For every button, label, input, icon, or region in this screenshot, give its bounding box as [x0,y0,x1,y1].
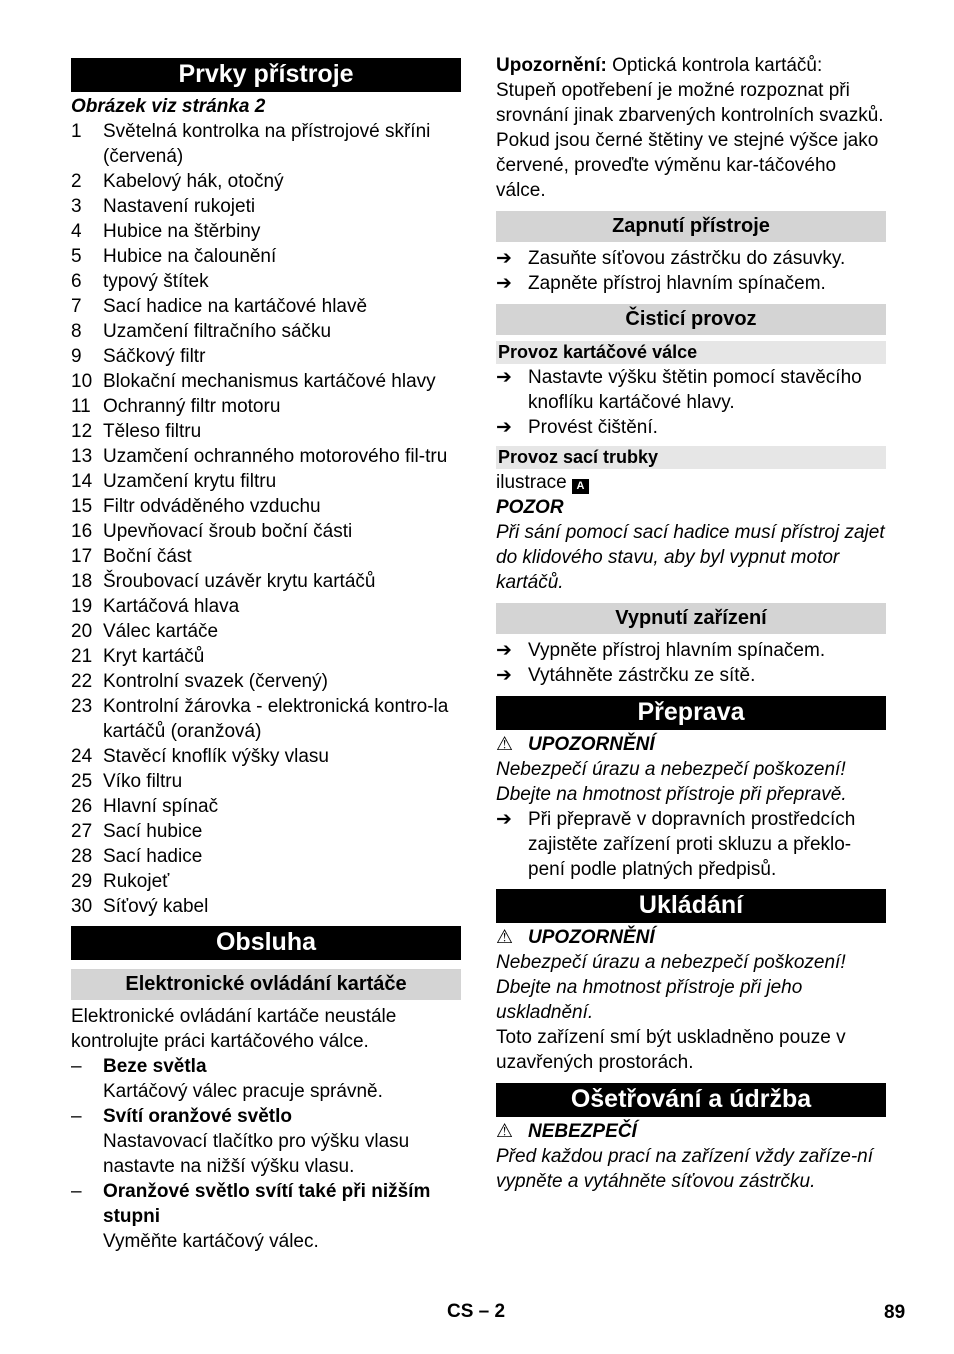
arrow-icon: ➔ [496,640,512,661]
heading-suction-tube-mode: Provoz sací trubky [496,446,886,469]
heading-operation: Obsluha [71,926,461,960]
status-item [71,1104,461,1179]
list-item [71,419,461,444]
list-item [71,819,461,844]
list-item [71,394,461,419]
note-label: Upozornění: [496,55,607,76]
item-text: Filtr odváděného vzduchu [103,496,321,517]
list-item [71,494,461,519]
item-text: Blokační mechanismus kartáčové hlavy [103,371,436,392]
figure-reference: Obrázek viz stránka 2 [71,96,266,117]
list-item [71,869,461,894]
list-item [71,269,461,294]
list-item [71,544,461,569]
item-text: Uzamčení filtračního sáčku [103,321,332,342]
item-text: Těleso filtru [103,421,202,442]
list-item [71,669,461,694]
list-item [71,769,461,794]
item-number: 6 [71,271,82,292]
right-column [496,53,886,1194]
list-item [71,319,461,344]
arrow-icon: ➔ [496,248,512,269]
status-body [103,1104,461,1179]
item-number: 30 [71,896,93,917]
dash-marker: – [71,1106,82,1127]
status-body [103,1054,461,1104]
transport-warning [496,732,886,757]
transport-step [496,807,886,882]
item-text: Hubice na čalounění [103,246,277,267]
heading-cleaning-mode: Čisticí provoz [496,304,886,335]
list-item [71,119,461,169]
list-item [71,344,461,369]
step-item [496,365,886,415]
item-text: Ochranný filtr motoru [103,396,281,417]
list-item [71,169,461,194]
item-text: Válec kartáče [103,621,219,642]
danger-title: NEBEZPEČÍ [528,1121,637,1142]
item-text: Síťový kabel [103,896,209,917]
status-text: Nastavovací tlačítko pro výšku vlasu nastavte na nižší výšku vlasu. [103,1131,410,1177]
storage-warning [496,925,886,950]
item-text: Sáčkový filtr [103,346,206,367]
heading-switch-off: Vypnutí zařízení [496,603,886,634]
item-number: 9 [71,346,82,367]
item-number: 22 [71,671,93,692]
step-text: Zasuňte síťovou zástrčku do zásuvky. [528,248,846,269]
warning-icon: ⚠ [496,734,514,755]
status-title: Beze světla [103,1056,207,1077]
page-number: 89 [884,1302,906,1323]
item-number: 4 [71,221,82,242]
item-number: 14 [71,471,93,492]
status-text: Kartáčový válec pracuje správně. [103,1081,383,1102]
item-text: Kabelový hák, otočný [103,171,284,192]
list-item [71,694,461,744]
item-number: 11 [71,396,91,417]
step-text: Zapněte přístroj hlavním spínačem. [528,273,826,294]
item-text: Sací hadice [103,846,203,867]
item-number: 24 [71,746,93,767]
arrow-icon: ➔ [496,665,512,686]
heading-storage: Ukládání [496,889,886,923]
parts-list [71,119,461,919]
arrow-icon: ➔ [496,417,512,438]
status-title: Svítí oranžové světlo [103,1106,293,1127]
item-text: Hubice na štěrbiny [103,221,261,242]
brush-status-list [71,1054,461,1254]
list-item [71,244,461,269]
electronic-intro-text: Elektronické ovládání kartáče neustále kontrolujte práci kartáčového válce. [71,1006,397,1052]
item-number: 16 [71,521,93,542]
item-number: 17 [71,546,93,567]
heading-switch-on: Zapnutí přístroje [496,211,886,242]
transport-warning-title: UPOZORNĚNÍ [528,734,655,755]
item-text: Nastavení rukojeti [103,196,256,217]
warning-icon: ⚠ [496,1121,514,1142]
dash-marker: – [71,1056,82,1077]
item-number: 10 [71,371,93,392]
item-text: Šroubovací uzávěr krytu kartáčů [103,571,376,592]
footer-section-code: CS – 2 [447,1301,506,1322]
item-number: 12 [71,421,93,442]
status-body [103,1179,461,1254]
item-number: 21 [71,646,93,667]
list-item [71,644,461,669]
note-text: Optická kontrola kartáčů: Stupeň opotřebení je možné rozpoznat při srovnání jinak zbarvených kontrolních svazků. Pokud jsou černé štětiny ve stejné výšce jako červené, proveďte výměnu kar-táčového válce. [496,55,884,201]
item-text: Uzamčení ochranného motorového fil-tru [103,446,448,467]
illustration-box-label: A [572,479,589,494]
warning-icon: ⚠ [496,927,514,948]
heading-maintenance: Ošetřování a údržba [496,1083,886,1117]
step-text: Nastavte výšku štětin pomocí stavěcího knoflíku kartáčové hlavy. [528,367,862,413]
step-text: Vytáhněte zástrčku ze sítě. [528,665,756,686]
switch-on-steps [496,246,886,296]
item-number: 28 [71,846,93,867]
item-text: Kartáčová hlava [103,596,240,617]
arrow-icon: ➔ [496,273,512,294]
item-text: Kontrolní žárovka - elektronická kontro-la kartáčů (oranžová) [103,696,449,742]
status-title: Oranžové světlo svítí také při nižším stupni [103,1181,431,1227]
arrow-icon: ➔ [496,367,512,388]
list-item [71,794,461,819]
item-number: 8 [71,321,82,342]
list-item [71,744,461,769]
item-number: 7 [71,296,82,317]
list-item [71,444,461,469]
caution-title: POZOR [496,497,564,518]
note-paragraph [496,53,886,203]
list-item [71,519,461,544]
brush-roller-steps [496,365,886,440]
step-text: Vypněte přístroj hlavním spínačem. [528,640,826,661]
switch-off-steps [496,638,886,688]
item-number: 20 [71,621,93,642]
item-text: typový štítek [103,271,209,292]
left-column [71,53,461,1254]
item-number: 29 [71,871,93,892]
illustration-reference [496,470,886,495]
list-item [71,569,461,594]
item-number: 15 [71,496,93,517]
item-number: 13 [71,446,93,467]
status-item [71,1179,461,1254]
item-text: Víko filtru [103,771,183,792]
danger-warning [496,1119,886,1144]
storage-warning-title: UPOZORNĚNÍ [528,927,655,948]
item-text: Stavěcí knoflík výšky vlasu [103,746,329,767]
transport-warning-text: Nebezpečí úrazu a nebezpečí poškození! Dbejte na hmotnost přístroje při přepravě. [496,759,847,805]
step-item [496,271,886,296]
list-item [71,369,461,394]
illustration-label: ilustrace [496,472,567,493]
item-text: Hlavní spínač [103,796,219,817]
item-number: 19 [71,596,93,617]
step-text: Provést čištění. [528,417,658,438]
heading-brush-roller-mode: Provoz kartáčové válce [496,341,886,364]
item-text: Kontrolní svazek (červený) [103,671,328,692]
item-number: 5 [71,246,82,267]
item-number: 25 [71,771,93,792]
item-text: Sací hubice [103,821,203,842]
item-text: Uzamčení krytu filtru [103,471,277,492]
storage-text: Toto zařízení smí být uskladněno pouze v uzavřených prostorách. [496,1027,846,1073]
item-text: Sací hadice na kartáčové hlavě [103,296,368,317]
list-item [71,194,461,219]
item-number: 1 [71,121,82,142]
item-text: Upevňovací šroub boční části [103,521,353,542]
dash-marker: – [71,1181,82,1202]
item-text: Boční část [103,546,192,567]
item-number: 18 [71,571,93,592]
item-text: Rukojeť [103,871,170,892]
heading-electronic-brush-control: Elektronické ovládání kartáče [71,969,461,1000]
step-item [496,638,886,663]
item-number: 3 [71,196,82,217]
item-text: Kryt kartáčů [103,646,205,667]
item-text: Světelná kontrolka na přístrojové skříni (červená) [103,121,431,167]
status-item [71,1054,461,1104]
transport-step-text: Při přepravě v dopravních prostředcích zajistěte zařízení proti skluzu a překlo-pení podle platných předpisů. [528,809,856,880]
list-item [71,894,461,919]
heading-device-elements: Prvky přístroje [71,58,461,92]
item-number: 23 [71,696,93,717]
danger-text: Před každou prací na zařízení vždy zaříze-ní vypněte a vytáhněte síťovou zástrčku. [496,1146,874,1192]
step-item [496,246,886,271]
list-item [71,294,461,319]
list-item [71,844,461,869]
storage-warning-text: Nebezpečí úrazu a nebezpečí poškození! Dbejte na hmotnost přístroje při jeho uskladnění. [496,952,846,1023]
item-number: 26 [71,796,93,817]
caution-text: Při sání pomocí sací hadice musí přístroj zajet do klidového stavu, aby byl vypnut motor kartáčů. [496,522,885,593]
list-item [71,594,461,619]
step-item [496,663,886,688]
list-item [71,469,461,494]
list-item [71,219,461,244]
step-item [496,415,886,440]
status-text: Vyměňte kartáčový válec. [103,1231,319,1252]
item-number: 2 [71,171,82,192]
heading-transport: Přeprava [496,696,886,730]
arrow-icon: ➔ [496,809,512,830]
list-item [71,619,461,644]
item-number: 27 [71,821,93,842]
